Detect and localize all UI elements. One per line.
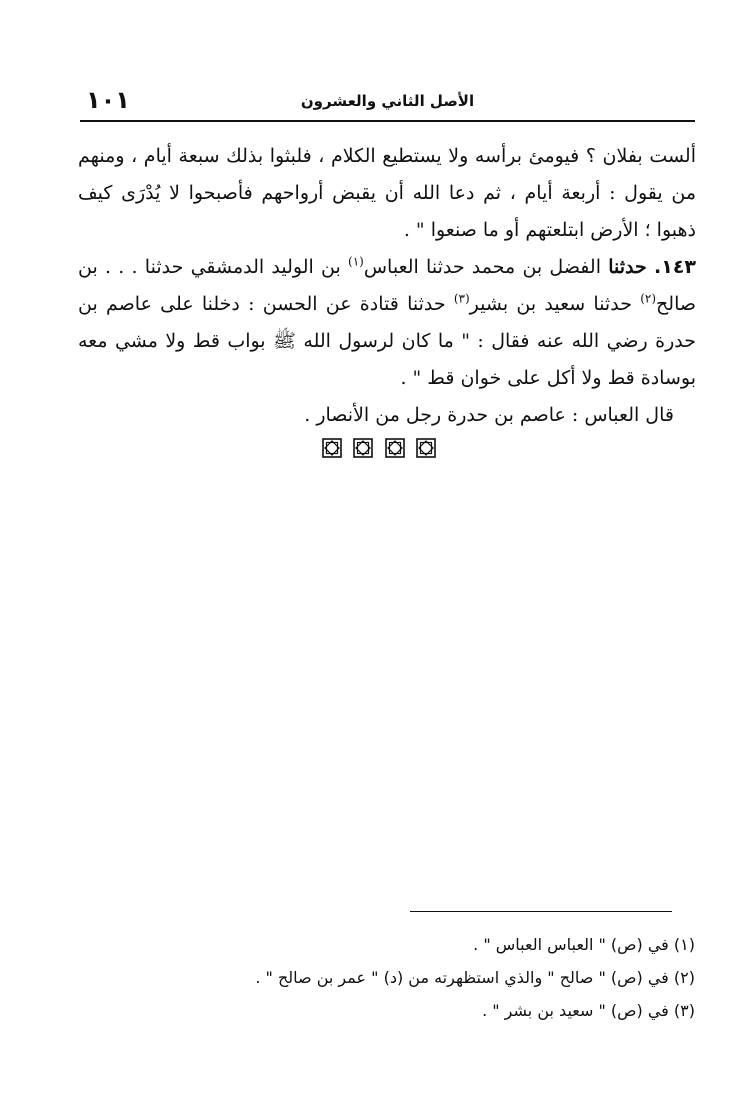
page-body — [78, 138, 696, 434]
closing-note: قال العباس : عاصم بن حدرة رجل من الأنصار . — [304, 404, 674, 426]
page-header — [80, 86, 695, 116]
ornament-icon — [416, 438, 436, 458]
hadith-number: ١٤٣. — [654, 256, 697, 278]
footnote-ref-2[interactable]: (٢) — [640, 291, 657, 306]
footnote-1: (١) في (ص) " العباس العباس " . — [473, 935, 695, 954]
footnote-3: (٣) في (ص) " سعيد بن بشر " . — [482, 1001, 695, 1020]
footnote-separator — [410, 911, 672, 912]
footnotes — [150, 928, 695, 1027]
hadith-lead: حدثنا — [608, 256, 647, 278]
page-number: ١٠١ — [86, 86, 130, 114]
footnote-ref-1[interactable]: (١) — [348, 254, 364, 269]
ornament-icon — [353, 438, 373, 458]
running-title: الأصل الثاني والعشرون — [300, 92, 475, 110]
footnote-2: (٢) في (ص) " صالح " والذي استظهرته من (د) " عمر بن صالح " . — [255, 968, 695, 987]
hadith-text-3: حدثنا سعيد بن بشير — [469, 293, 641, 315]
ornament-icon — [322, 438, 342, 458]
paragraph-continuation: ألست بفلان ؟ فيومئ برأسه ولا يستطيع الكلام ، فلبثوا بذلك سبعة أيام ، ومنهم من يقول : أربعة أيام ، ثم دعا الله أن يقبض أرواحهم فأصبحوا لا يُدْرَى كيف ذهبوا ؛ الأرض ابتلعتهم أو ما صنعوا " . — [78, 145, 696, 241]
ornament-icon — [385, 438, 405, 458]
header-rule — [80, 120, 695, 122]
section-end-ornaments — [322, 438, 436, 460]
hadith-text-4: حدثنا قتادة عن الحسن : دخلنا على عاصم بن حدرة رضي الله عنه فقال : " ما كان لرسول الله ﷺ بواب قط ولا مشي معه بوسادة قط ولا أكل على خوان قط " . — [78, 293, 696, 389]
hadith-143 — [78, 249, 696, 397]
hadith-text-1: الفضل بن محمد حدثنا العباس — [363, 256, 609, 278]
hadith-text-2: بن الوليد الدمشقي حدثنا . . . بن صالح — [78, 256, 696, 315]
footnote-ref-3[interactable]: (٣) — [453, 291, 470, 306]
